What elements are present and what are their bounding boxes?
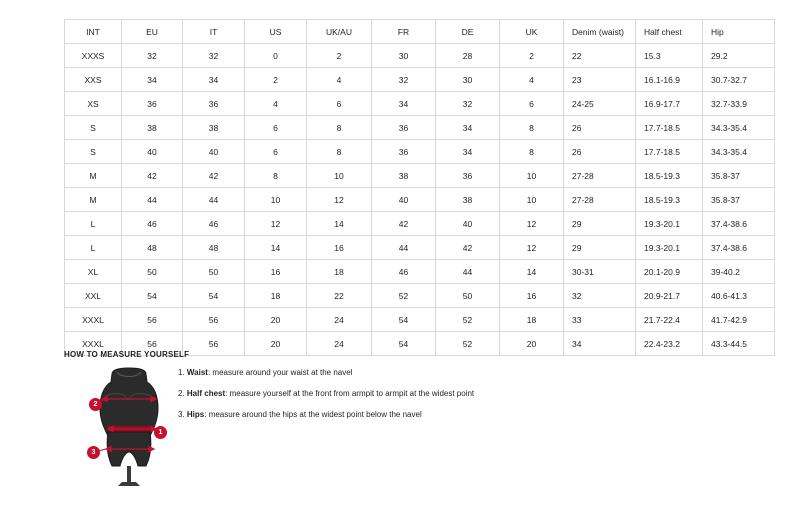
cell: 40: [436, 212, 500, 236]
column-header: Half chest: [636, 20, 703, 44]
cell: 23: [564, 68, 636, 92]
table-row: [65, 308, 775, 332]
cell: 22: [564, 44, 636, 68]
cell: 16: [245, 260, 307, 284]
cell: 54: [372, 308, 436, 332]
cell: XL: [65, 260, 122, 284]
cell: 8: [500, 116, 564, 140]
table-row: [65, 44, 775, 68]
cell: 19.3-20.1: [636, 236, 703, 260]
cell: 34.3-35.4: [703, 116, 775, 140]
cell: 17.7-18.5: [636, 116, 703, 140]
cell: 4: [307, 68, 372, 92]
measure-section-title: HOW TO MEASURE YOURSELF: [64, 350, 190, 359]
cell: 56: [122, 308, 183, 332]
cell: 52: [436, 332, 500, 356]
cell: 34: [564, 332, 636, 356]
cell: 18: [307, 260, 372, 284]
cell: 20: [245, 308, 307, 332]
cell: 0: [245, 44, 307, 68]
cell: 39-40.2: [703, 260, 775, 284]
cell: 29: [564, 236, 636, 260]
cell: 50: [436, 284, 500, 308]
cell: 16: [307, 236, 372, 260]
cell: 34: [436, 140, 500, 164]
table-row: [65, 116, 775, 140]
cell: 8: [307, 140, 372, 164]
step-text: : measure around the hips at the widest point below the navel: [204, 410, 422, 419]
cell: 44: [436, 260, 500, 284]
cell: 36: [372, 116, 436, 140]
column-header: Hip: [703, 20, 775, 44]
cell: 18.5-19.3: [636, 188, 703, 212]
cell: 16.9-17.7: [636, 92, 703, 116]
cell: L: [65, 212, 122, 236]
cell: S: [65, 116, 122, 140]
cell: 30: [372, 44, 436, 68]
cell: 10: [307, 164, 372, 188]
cell: 54: [183, 284, 245, 308]
cell: 43.3-44.5: [703, 332, 775, 356]
cell: XXXS: [65, 44, 122, 68]
cell: 14: [307, 212, 372, 236]
cell: 8: [307, 116, 372, 140]
column-header: UK: [500, 20, 564, 44]
cell: 41.7-42.9: [703, 308, 775, 332]
cell: 22: [307, 284, 372, 308]
cell: 10: [500, 188, 564, 212]
cell: 18.5-19.3: [636, 164, 703, 188]
table-row: [65, 212, 775, 236]
cell: 48: [183, 236, 245, 260]
cell: 24: [307, 332, 372, 356]
cell: 52: [436, 308, 500, 332]
cell: L: [65, 236, 122, 260]
cell: 2: [245, 68, 307, 92]
step-number: 1.: [178, 368, 185, 377]
cell: 30: [436, 68, 500, 92]
cell: 34: [183, 68, 245, 92]
cell: 38: [372, 164, 436, 188]
table-row: [65, 68, 775, 92]
cell: 29: [564, 212, 636, 236]
cell: 32: [564, 284, 636, 308]
cell: 26: [564, 140, 636, 164]
cell: 56: [183, 308, 245, 332]
cell: 28: [436, 44, 500, 68]
cell: 16.1-16.9: [636, 68, 703, 92]
cell: 30.7-32.7: [703, 68, 775, 92]
cell: 54: [122, 284, 183, 308]
measure-step: [178, 409, 578, 420]
step-term: Half chest: [186, 389, 226, 398]
step-text: : measure yourself at the front from armpit to armpit at the widest point: [225, 389, 475, 398]
cell: 34.3-35.4: [703, 140, 775, 164]
table-row: [65, 164, 775, 188]
cell: 10: [500, 164, 564, 188]
cell: 20.9-21.7: [636, 284, 703, 308]
measure-step: [178, 388, 578, 399]
cell: 34: [372, 92, 436, 116]
cell: 40: [183, 140, 245, 164]
column-header: EU: [122, 20, 183, 44]
cell: 37.4-38.6: [703, 236, 775, 260]
column-header: FR: [372, 20, 436, 44]
cell: 42: [122, 164, 183, 188]
cell: 32: [372, 68, 436, 92]
column-header: UK/AU: [307, 20, 372, 44]
cell: XXXL: [65, 308, 122, 332]
table-row: [65, 188, 775, 212]
cell: 10: [245, 188, 307, 212]
column-header: DE: [436, 20, 500, 44]
cell: 42: [183, 164, 245, 188]
cell: 12: [500, 236, 564, 260]
column-header: IT: [183, 20, 245, 44]
cell: 26: [564, 116, 636, 140]
cell: 44: [122, 188, 183, 212]
cell: 50: [122, 260, 183, 284]
cell: 20.1-20.9: [636, 260, 703, 284]
cell: 2: [307, 44, 372, 68]
measure-marker-1: 1: [154, 426, 167, 439]
cell: 20: [500, 332, 564, 356]
cell: 8: [245, 164, 307, 188]
measure-marker-3: 3: [87, 446, 100, 459]
cell: 35.8-37: [703, 164, 775, 188]
cell: 32: [183, 44, 245, 68]
cell: 6: [245, 116, 307, 140]
cell: 19.3-20.1: [636, 212, 703, 236]
cell: 32: [436, 92, 500, 116]
cell: 36: [436, 164, 500, 188]
column-header: INT: [65, 20, 122, 44]
cell: XS: [65, 92, 122, 116]
cell: 34: [436, 116, 500, 140]
cell: 21.7-22.4: [636, 308, 703, 332]
cell: M: [65, 188, 122, 212]
cell: 42: [372, 212, 436, 236]
mannequin-illustration: [84, 366, 174, 491]
cell: 42: [436, 236, 500, 260]
cell: 33: [564, 308, 636, 332]
cell: 29.2: [703, 44, 775, 68]
cell: 40: [122, 140, 183, 164]
step-term: Hips: [186, 410, 205, 419]
measure-marker-2: 2: [89, 398, 102, 411]
cell: XXS: [65, 68, 122, 92]
cell: 30-31: [564, 260, 636, 284]
cell: 56: [122, 332, 183, 356]
cell: 27-28: [564, 188, 636, 212]
cell: XXXL: [65, 332, 122, 356]
step-number: 3.: [178, 410, 185, 419]
cell: 18: [500, 308, 564, 332]
cell: 38: [183, 116, 245, 140]
size-chart-table: [64, 19, 775, 356]
cell: 36: [183, 92, 245, 116]
cell: 32.7-33.9: [703, 92, 775, 116]
cell: 44: [372, 236, 436, 260]
step-number: 2.: [178, 389, 185, 398]
cell: 12: [500, 212, 564, 236]
cell: 34: [122, 68, 183, 92]
measure-step: [178, 367, 578, 378]
cell: 16: [500, 284, 564, 308]
cell: 6: [500, 92, 564, 116]
cell: 4: [245, 92, 307, 116]
cell: M: [65, 164, 122, 188]
measure-steps-list: [178, 367, 578, 430]
cell: 15.3: [636, 44, 703, 68]
cell: 17.7-18.5: [636, 140, 703, 164]
cell: 20: [245, 332, 307, 356]
cell: 38: [122, 116, 183, 140]
cell: 40.6-41.3: [703, 284, 775, 308]
cell: 50: [183, 260, 245, 284]
table-row: [65, 260, 775, 284]
cell: 27-28: [564, 164, 636, 188]
step-text: : measure around your waist at the navel: [207, 368, 353, 377]
table-row: [65, 236, 775, 260]
table-header-row: [65, 20, 775, 44]
cell: 48: [122, 236, 183, 260]
cell: 38: [436, 188, 500, 212]
size-chart-container: [64, 19, 747, 356]
cell: 46: [372, 260, 436, 284]
cell: 46: [122, 212, 183, 236]
cell: 46: [183, 212, 245, 236]
cell: 52: [372, 284, 436, 308]
column-header: US: [245, 20, 307, 44]
column-header: Denim (waist): [564, 20, 636, 44]
cell: 24-25: [564, 92, 636, 116]
cell: 12: [245, 212, 307, 236]
table-row: [65, 140, 775, 164]
cell: 2: [500, 44, 564, 68]
cell: 44: [183, 188, 245, 212]
cell: 12: [307, 188, 372, 212]
cell: 35.8-37: [703, 188, 775, 212]
cell: 4: [500, 68, 564, 92]
table-row: [65, 92, 775, 116]
cell: 40: [372, 188, 436, 212]
cell: 54: [372, 332, 436, 356]
cell: XXL: [65, 284, 122, 308]
cell: S: [65, 140, 122, 164]
cell: 6: [307, 92, 372, 116]
cell: 18: [245, 284, 307, 308]
cell: 37.4-38.6: [703, 212, 775, 236]
cell: 36: [372, 140, 436, 164]
cell: 14: [500, 260, 564, 284]
cell: 6: [245, 140, 307, 164]
cell: 14: [245, 236, 307, 260]
cell: 22.4-23.2: [636, 332, 703, 356]
cell: 56: [183, 332, 245, 356]
table-row: [65, 284, 775, 308]
cell: 8: [500, 140, 564, 164]
step-term: Waist: [186, 368, 208, 377]
cell: 32: [122, 44, 183, 68]
cell: 36: [122, 92, 183, 116]
cell: 24: [307, 308, 372, 332]
